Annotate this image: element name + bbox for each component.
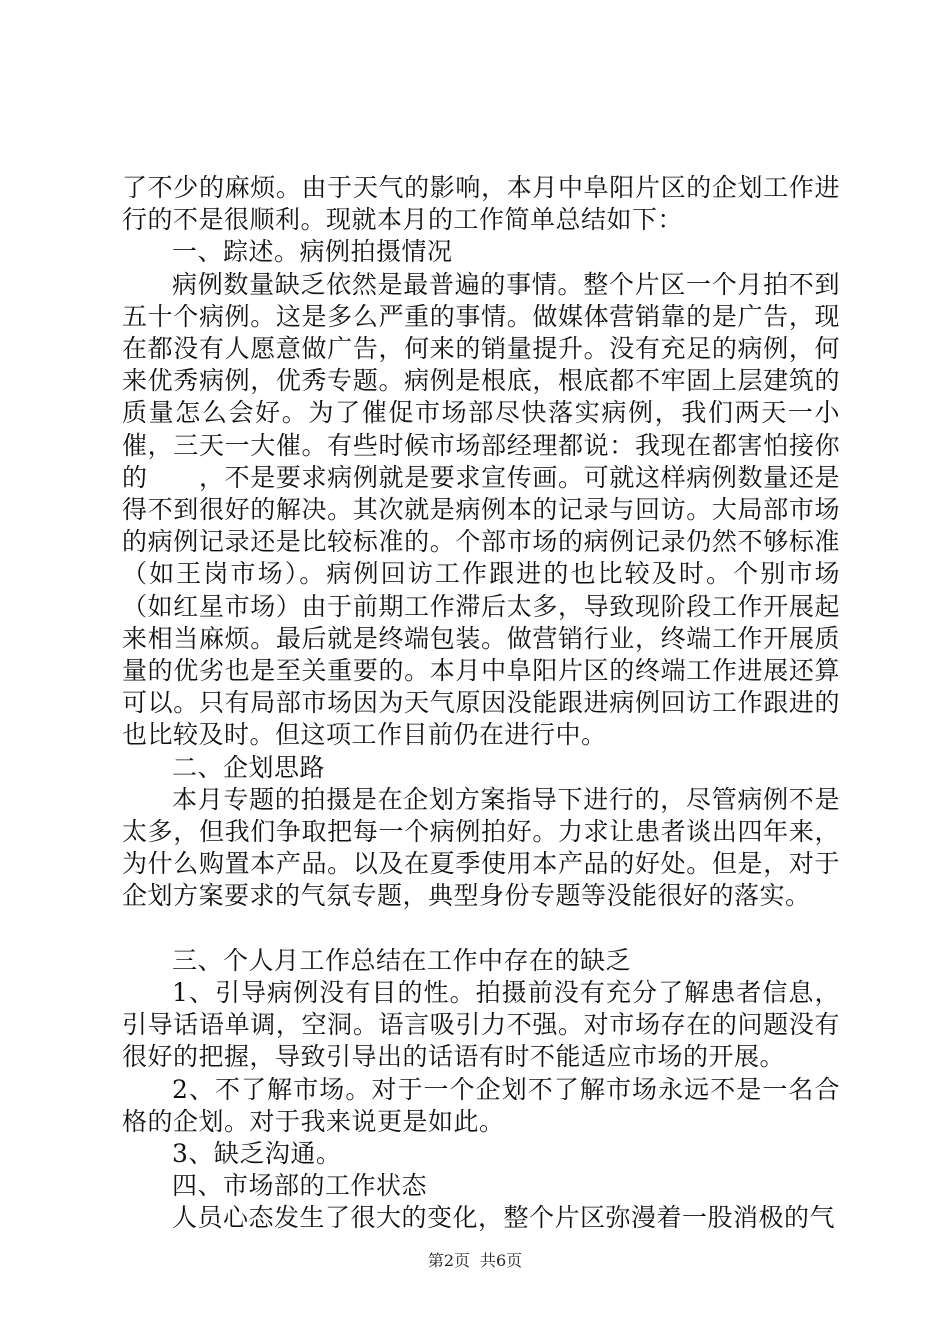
page-footer bbox=[0, 1248, 950, 1271]
document-body bbox=[122, 172, 840, 1235]
page-total: 共6页 bbox=[480, 1251, 523, 1270]
page-number: 第2页 bbox=[427, 1251, 470, 1270]
list-item-2: 2、不了解市场。对于一个企划不了解市场永远不是一名合格的企划。对于我来说更是如此。 bbox=[122, 1074, 840, 1136]
paragraph-planning: 本月专题的拍摄是在企划方案指导下进行的，尽管病例不是太多，但我们争取把每一个病例拍好。力求让患者谈出四年来，为什么购置本产品。以及在夏季使用本产品的好处。但是，对于企划方案要求的气氛专题，典型身份专题等没能很好的落实。 bbox=[122, 784, 840, 911]
section-heading-4: 四、市场部的工作状态 bbox=[172, 1171, 428, 1201]
blank-line bbox=[122, 913, 840, 945]
paragraph-market-state: 人员心态发生了很大的变化，整个片区弥漫着一股消极的气 bbox=[172, 1203, 836, 1233]
list-item-1: 1、引导病例没有目的性。拍摄前没有充分了解患者信息，引导话语单调，空洞。语言吸引力不强。对市场存在的问题没有很好的把握，导致引导出的话语有时不能适应市场的开展。 bbox=[122, 978, 840, 1072]
paragraph-continuation: 了不少的麻烦。由于天气的影响，本月中阜阳片区的企划工作进行的不是很顺利。现就本月的工作简单总结如下： bbox=[122, 173, 840, 235]
list-item-3: 3、缺乏沟通。 bbox=[172, 1139, 342, 1169]
section-heading-3: 三、个人月工作总结在工作中存在的缺乏 bbox=[172, 945, 632, 975]
section-heading-2: 二、企划思路 bbox=[172, 752, 326, 782]
paragraph-case-status: 病例数量缺乏依然是最普遍的事情。整个片区一个月拍不到五十个病例。这是多么严重的事情。做媒体营销靠的是广告，现在都没有人愿意做广告，何来的销量提升。没有充足的病例，何来优秀病例，优秀专题。病例是根底，根底都不牢固上层建筑的质量怎么会好。为了催促市场部尽快落实病例，我们两天一小催，三天一大催。有些时候市场部经理都说：我现在都害怕接你的 ，不是要求病例就是要求宣传画。可就这样病例数量还是得不到很好的解决。其次就是病例本的记录与回访。大局部市场的病例记录还是比较标准的。个部市场的病例记录仍然不够标准（如王岗市场）。病例回访工作跟进的也比较及时。个别市场（如红星市场）由于前期工作滞后太多，导致现阶段工作开展起来相当麻烦。最后就是终端包装。做营销行业，终端工作开展质量的优劣也是至关重要的。本月中阜阳片区的终端工作进展还算可以。只有局部市场因为天气原因没能跟进病例回访工作跟进的也比较及时。但这项工作目前仍在进行中。 bbox=[122, 269, 840, 750]
section-heading-1: 一、踪述。病例拍摄情况 bbox=[172, 237, 453, 267]
